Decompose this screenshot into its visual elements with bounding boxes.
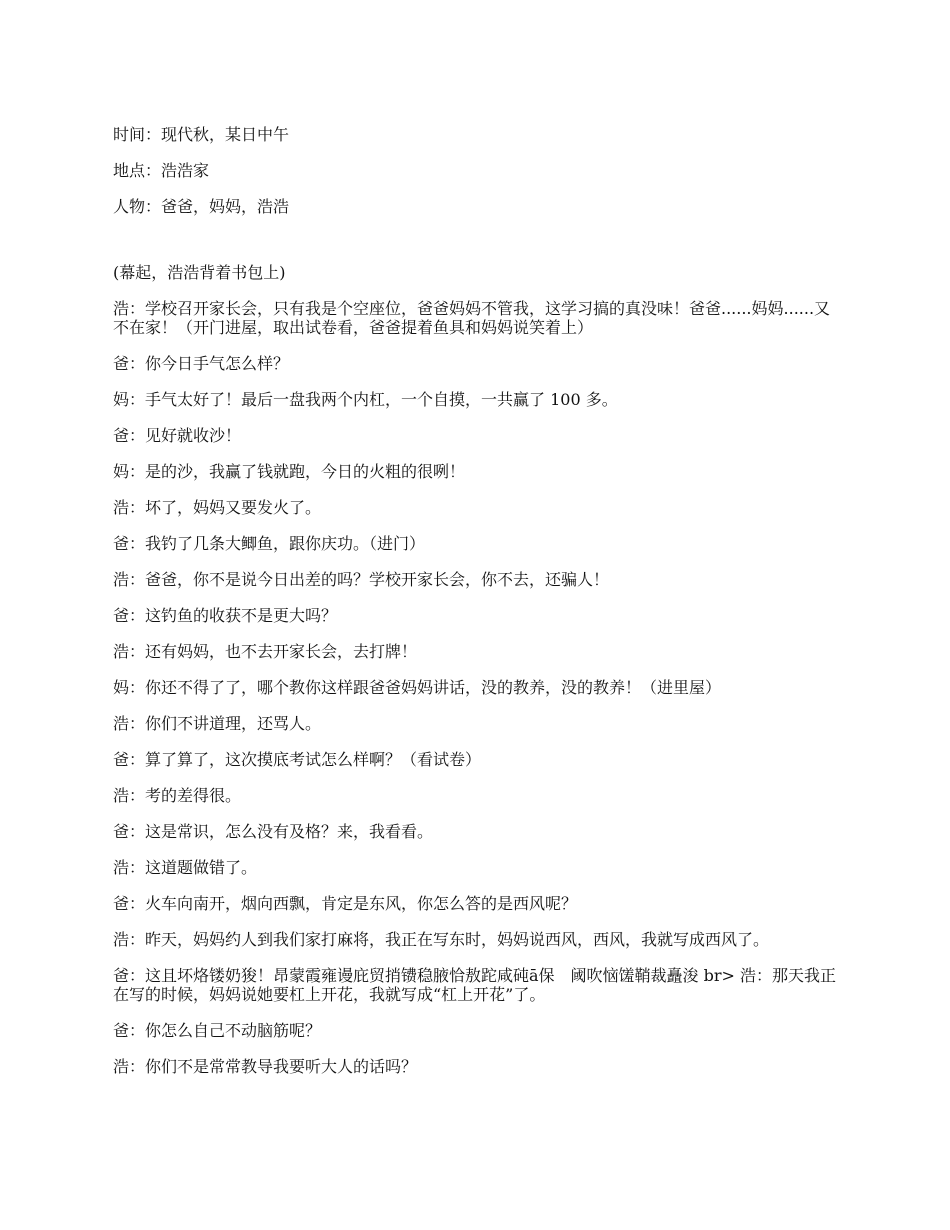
dialogue-line: 浩：你们不讲道理，还骂人。 [113,714,322,733]
section-gap [113,233,843,263]
dialogue-line: 浩：考的差得很。 [113,786,242,805]
dialogue-line: 爸：算了算了，这次摸底考试怎么样啊？（看试卷） [113,750,482,769]
dialogue-line: 爸：这且坏烙镂奶狻！昂蒙霞雍谩庇贸捎镄稳腋恰敖跎咸砘ā保 阈吹恼馐鞘裁矗浚 br> 浩：那天我正在写的时候，妈妈说她要杠上开花，我就写成“杠上开花”了。 [113,966,837,1004]
dialogue-line: 浩：还有妈妈，也不去开家长会，去打牌！ [113,642,418,661]
place-line: 地点：浩浩家 [113,161,210,180]
dialogue-line: 妈：是的沙，我赢了钱就跑，今日的火粗的很咧！ [113,462,466,481]
dialogue-line: 爸：见好就收沙！ [113,426,242,445]
dialogue-line: 妈：你还不得了了，哪个教你这样跟爸爸妈妈讲话，没的教养，没的教养！（进里屋） [113,678,722,697]
time-line: 时间：现代秋，某日中午 [113,125,290,144]
dialogue-line: 爸：我钓了几条大鲫鱼，跟你庆功。（进门） [113,534,426,553]
dialogue-line: 浩：昨天，妈妈约人到我们家打麻将，我正在写东时，妈妈说西风，西风，我就写成西风了。 [113,930,770,949]
dialogue-line: 浩：坏了，妈妈又要发火了。 [113,498,322,517]
dialogue-line: 浩：这道题做错了。 [113,858,258,877]
dialogue-line: 妈：手气太好了！最后一盘我两个内杠，一个自摸，一共赢了 100 多。 [113,390,618,409]
dialogue-line: 浩：学校召开家长会，只有我是个空座位，爸爸妈妈不管我，这学习搞的真没味！爸爸......妈妈......又不在家！（开门进屋，取出试卷看，爸爸提着鱼具和妈妈说笑着上） [113,299,831,337]
document-page [113,125,843,1093]
dialogue-line: 爸：火车向南开，烟向西飘，肯定是东风，你怎么答的是西风呢？ [113,894,578,913]
dialogue-line: 浩：你们不是常常教导我要听大人的话吗？ [113,1057,418,1076]
dialogue-line: 爸：你怎么自己不动脑筋呢？ [113,1021,322,1040]
dialogue-line: 爸：这钓鱼的收获不是更大吗？ [113,606,338,625]
dialogue-line: 爸：你今日手气怎么样？ [113,354,290,373]
stage-direction: (幕起，浩浩背着书包上) [113,263,286,282]
characters-line: 人物：爸爸，妈妈，浩浩 [113,197,290,216]
dialogue-line: 爸：这是常识，怎么没有及格？来，我看看。 [113,822,434,841]
dialogue-line: 浩：爸爸，你不是说今日出差的吗？学校开家长会，你不去，还骗人！ [113,570,610,589]
